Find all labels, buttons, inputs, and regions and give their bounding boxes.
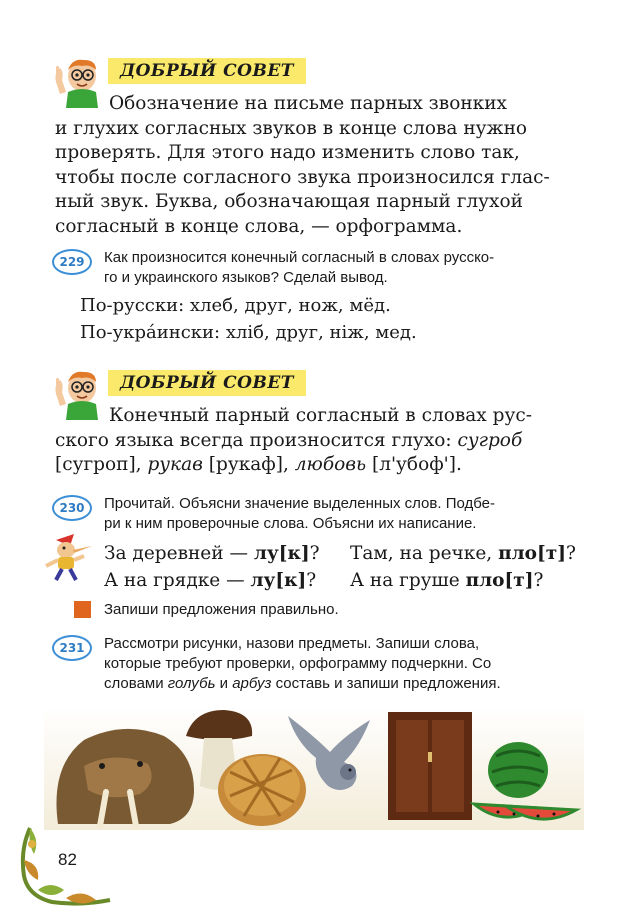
poem-text: Там, на речке, bbox=[350, 543, 499, 564]
poem-text: А на грядке — bbox=[104, 570, 251, 591]
instruction-text: и bbox=[215, 675, 233, 692]
transcription: [л'убоф']. bbox=[366, 454, 462, 475]
pie-image bbox=[218, 754, 306, 826]
transcription: [сугроп], bbox=[55, 454, 148, 475]
poem-row bbox=[104, 567, 584, 594]
instruction-word: голубь bbox=[167, 675, 216, 692]
highlighted-word: пло[т] bbox=[465, 570, 534, 591]
task-instruction bbox=[104, 494, 574, 534]
rule-line: ный звук. Буква, обозначающая парный глухой bbox=[55, 191, 523, 212]
highlighted-word: лу[к] bbox=[253, 543, 310, 564]
task-instruction bbox=[104, 634, 584, 694]
instruction-line: которые требуют проверки, орфограмму подчеркни. Со bbox=[104, 655, 492, 672]
instruction-line bbox=[104, 674, 584, 694]
poem-text: За деревней — bbox=[104, 543, 254, 564]
example-word: любовь bbox=[294, 454, 367, 475]
highlighted-word: пло[т] bbox=[498, 543, 566, 564]
rule-line: Обозначение на письме парных звонких bbox=[109, 93, 507, 114]
poem-part bbox=[350, 540, 576, 567]
rule-line: Конечный парный согласный в словах рус- bbox=[109, 405, 532, 426]
rule-line: и глухих согласных звуков в конце слова нужно bbox=[55, 117, 528, 139]
wardrobe-image bbox=[388, 712, 472, 820]
rule-line: согласный в конце слова, — орфограмма. bbox=[55, 215, 463, 237]
advice-banner bbox=[108, 58, 306, 84]
poem-text: ? bbox=[309, 543, 320, 564]
rule-text: ского языка всегда произносится глухо: bbox=[55, 429, 458, 451]
instruction-line: го и украинского языков? Сделай вывод. bbox=[104, 269, 388, 286]
advice-rule-text bbox=[55, 92, 573, 239]
instruction-line: Рассмотри рисунки, назови предметы. Запиши слова, bbox=[104, 635, 480, 652]
highlighted-word: лу[к] bbox=[250, 570, 307, 591]
example-line: По-русски: хлеб, друг, нож, мёд. bbox=[80, 295, 391, 316]
rule-line: проверять. Для этого надо изменить слово так, bbox=[55, 142, 520, 163]
poem-text: ? bbox=[565, 543, 576, 564]
poem-text: А на груше bbox=[350, 570, 466, 591]
transcription: [рукаф], bbox=[202, 454, 295, 475]
page-number: 82 bbox=[58, 850, 77, 869]
task-number-badge: 230 bbox=[52, 495, 92, 521]
instruction-text: составь и запиши предложения. bbox=[271, 675, 501, 692]
poem-part bbox=[104, 540, 320, 567]
poem-part bbox=[350, 567, 543, 594]
poem-row bbox=[104, 540, 584, 567]
task-instruction bbox=[104, 248, 574, 288]
advice-banner bbox=[108, 370, 306, 396]
rule-line bbox=[55, 453, 573, 478]
instruction-text: словами bbox=[104, 675, 168, 692]
advice-title: ДОБРЫЙ СОВЕТ bbox=[120, 61, 294, 81]
writing-task-text: Запиши предложения правильно. bbox=[104, 601, 339, 618]
advice-title: ДОБРЫЙ СОВЕТ bbox=[120, 373, 294, 393]
poem-text: ? bbox=[306, 570, 317, 591]
rule-line bbox=[55, 429, 573, 454]
poem-text: ? bbox=[533, 570, 544, 591]
task-number-badge: 229 bbox=[52, 249, 92, 275]
example-line: По-укра́инcки: хліб, друг, ніж, мед. bbox=[80, 322, 417, 343]
writing-task-square-icon bbox=[74, 601, 91, 618]
example-word: рукав bbox=[147, 454, 203, 475]
picture-strip bbox=[44, 706, 584, 830]
advice-rule-text bbox=[55, 404, 573, 478]
example-word: сугроб bbox=[457, 429, 523, 451]
pinocchio-icon bbox=[40, 532, 98, 582]
task-examples bbox=[80, 292, 560, 346]
instruction-line: ри к ним проверочные слова. Объясни их написание. bbox=[104, 515, 477, 532]
instruction-line: Как произносится конечный согласный в словах русско- bbox=[104, 249, 495, 266]
poem-part bbox=[104, 567, 316, 594]
task-number-badge: 231 bbox=[52, 635, 92, 661]
poem bbox=[104, 540, 584, 594]
instruction-word: арбуз bbox=[232, 675, 272, 692]
instruction-line: Прочитай. Объясни значение выделенных слов. Подбе- bbox=[104, 495, 496, 512]
rule-line: чтобы после согласного звука произносился глас- bbox=[55, 166, 550, 188]
